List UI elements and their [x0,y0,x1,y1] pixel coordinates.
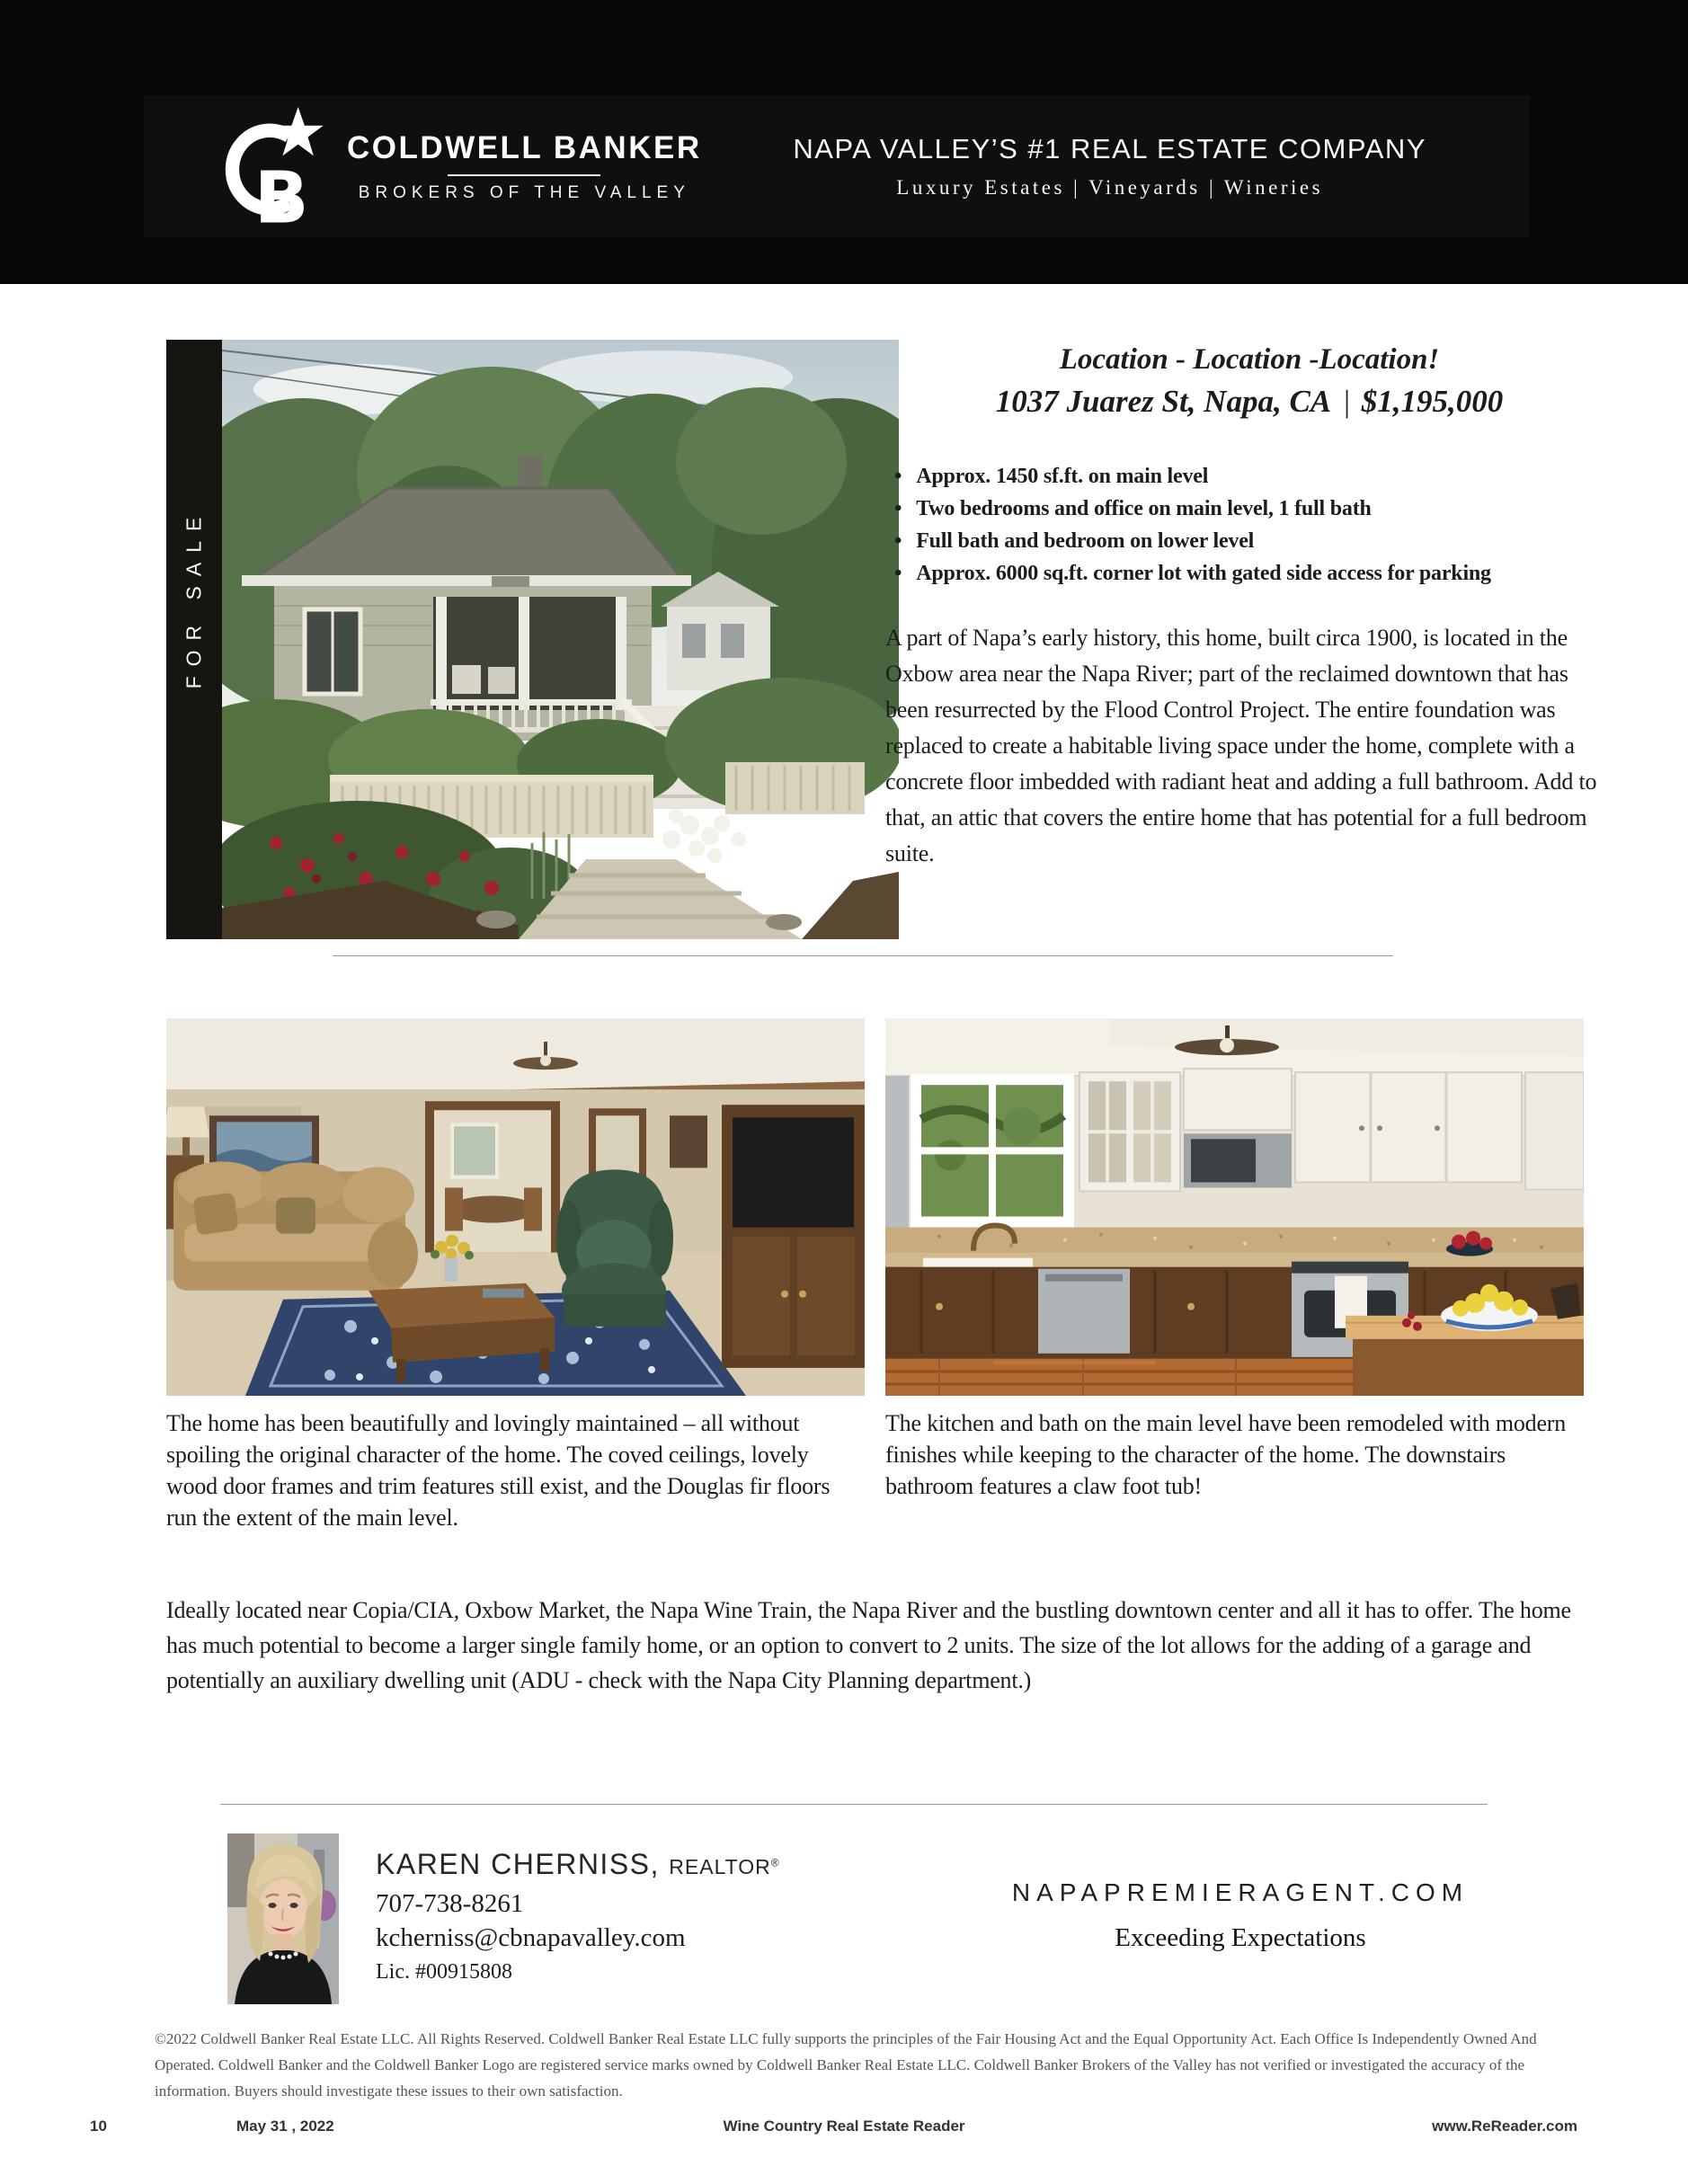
living-room-photo [166,1018,865,1396]
masthead-panel [144,95,1530,237]
agent-license: Lic. #00915808 [376,1960,512,1984]
agent-title: REALTOR® [669,1855,780,1878]
kitchen-caption: The kitchen and bath on the main level have been remodeled with modern finishes while keeping to the character of the home. The downstairs bathroom features a claw foot tub! [885,1410,1567,1499]
cb-monogram-icon [216,107,324,226]
kitchen-photo [885,1018,1584,1396]
company-tagline: NAPA VALLEY’S #1 REAL ESTATE COMPANY [793,133,1426,164]
feature-list [894,460,1613,590]
feature-item: • Approx. 6000 sq.ft. corner lot with gated side access for parking [894,557,1613,590]
agent-website: NAPAPREMIERAGENT.COM [1011,1878,1470,1906]
publication-website: www.ReReader.com [1432,2117,1577,2135]
company-subtagline: Luxury Estates | Vineyards | Wineries [896,176,1324,199]
agent-contact-block [376,1848,780,1984]
feature-item: • Approx. 1450 sf.ft. on main level [894,460,1613,493]
living-room-caption: The home has been beautifully and lovingly maintained – all without spoiling the original character of the home. The coved ceilings, lovely wood door frames and trim features still exist, and the Douglas fir floors run the extent of the main level. [166,1410,831,1531]
svg-text:B: B [253,155,309,226]
listing-summary [885,342,1613,872]
feature-item: • Full bath and bedroom on lower level [894,525,1613,557]
for-sale-label: FOR SALE [182,507,206,689]
masthead [0,0,1688,284]
registered-mark: ® [770,1856,780,1869]
brand-name: COLDWELL BANKER [347,129,702,165]
agent-email: kcherniss@cbnapavalley.com [376,1923,686,1952]
for-sale-ribbon [166,340,222,939]
agent-phone: 707-738-8261 [376,1889,524,1918]
location-paragraph: Ideally located near Copia/CIA, Oxbow Market, the Napa Wine Train, the Napa River and the bustling downtown center and all it has to offer. The home has much potential to become a larger single family home, or an option to convert to 2 units. The size of the lot allows for the adding of a garage and potentially an auxiliary dwelling unit (ADU - check with the Napa City Planning department.) [166,1597,1571,1693]
publication-name: Wine Country Real Estate Reader [723,2117,965,2135]
page-number: 10 [90,2117,107,2135]
agent-name: KAREN CHERNISS, REALTOR® [376,1848,780,1880]
section-divider [220,1804,1488,1805]
logo-text [347,130,702,203]
property-exterior-photo [222,340,899,939]
brand-divider [448,174,600,176]
listing-headline: Location - Location -Location! [1059,343,1440,376]
agent-headshot [227,1833,339,2004]
tagline-block [793,133,1426,200]
legal-disclaimer: ©2022 Coldwell Banker Real Estate LLC. All Rights Reserved. Coldwell Banker Real Estate LLC fully supports the principles of the Fair Housing Act and the Equal Opportunity Act. Each Office Is Independently Owned And Operated. Coldwell Banker and the Coldwell Banker Logo are registered service marks owned by Coldwell Banker Real Estate LLC. Coldwell Banker Brokers of the Valley has not verified or investigated the accuracy of the information. Buyers should investigate these issues to their own satisfaction. [155,2030,1537,2100]
coldwell-banker-logo [216,107,702,226]
listing-price: $1,195,000 [1361,384,1504,419]
address-price-separator: | [1342,384,1351,419]
section-divider [333,955,1393,956]
feature-item: • Two bedrooms and office on main level, 1 full bath [894,493,1613,525]
listing-address: 1037 Juarez St, Napa, CA [995,384,1332,419]
agent-branding-block [984,1878,1497,1953]
listing-address-price [885,381,1613,422]
brand-division: BROKERS OF THE VALLEY [358,182,690,202]
hero-photo-block [166,340,899,939]
listing-description: A part of Napa’s early history, this home, built circa 1900, is located in the Oxbow area near the Napa River; part of the reclaimed downtown that has been resurrected by the Flood Control Project. The entire foundation was replaced to create a habitable living space under the home, complete with a concrete floor imbedded with radiant heat and adding a full bathroom. Add to that, an attic that covers the entire home that has potential for a full bedroom suite. [885,625,1597,866]
issue-date: May 31 , 2022 [236,2117,334,2135]
agent-slogan: Exceeding Expectations [1115,1923,1366,1952]
